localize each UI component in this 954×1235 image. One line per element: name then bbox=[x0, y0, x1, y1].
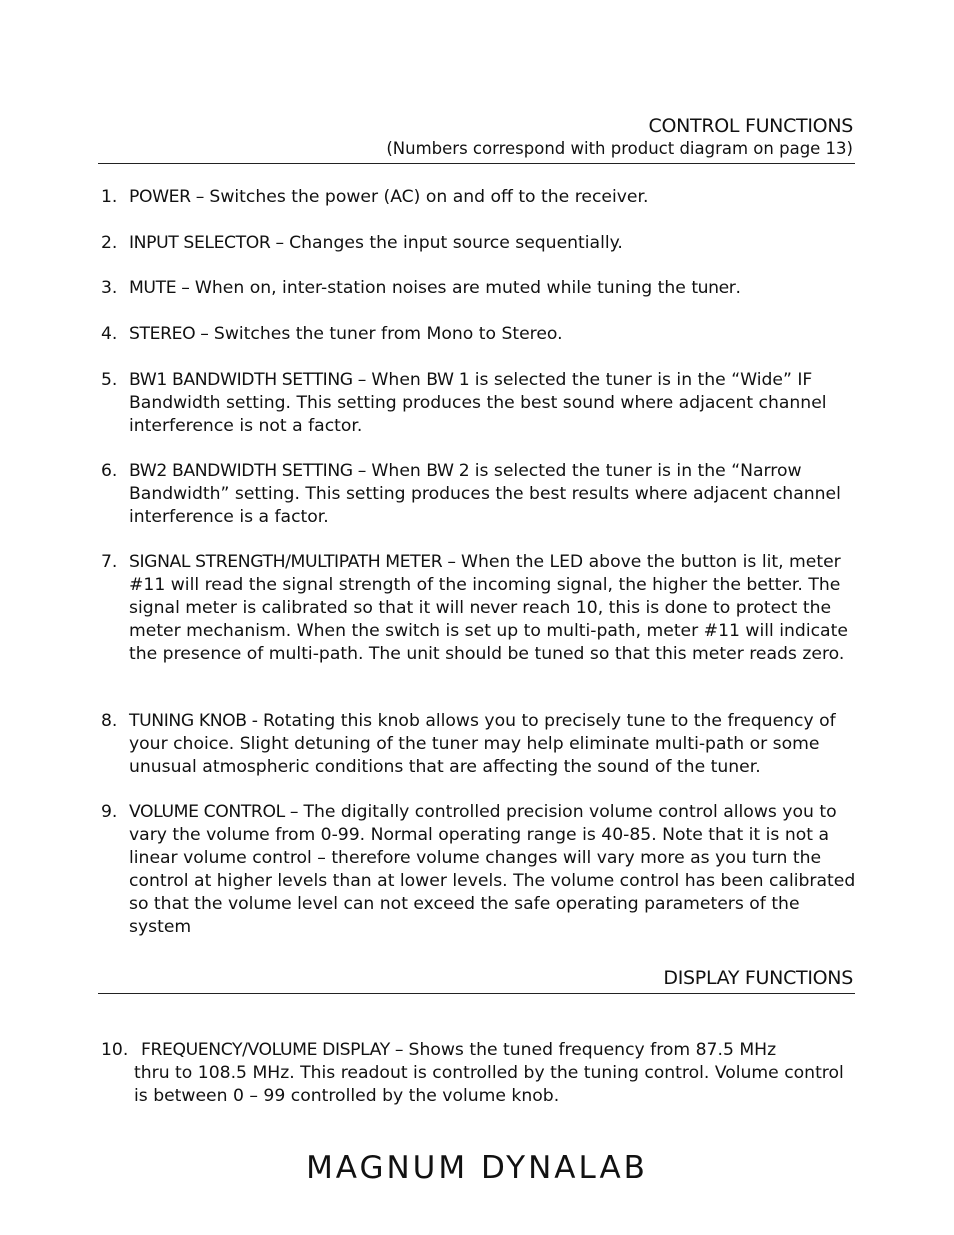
list-item-7 bbox=[101, 551, 861, 666]
item-number: 8. bbox=[101, 711, 118, 731]
list-item-3 bbox=[101, 277, 861, 300]
item-term: VOLUME CONTROL – bbox=[129, 802, 299, 822]
item-emphasis: BW 2 bbox=[426, 461, 470, 481]
item-term: SIGNAL STRENGTH/MULTIPATH METER – bbox=[129, 552, 456, 572]
display-functions-title: DISPLAY FUNCTIONS bbox=[663, 967, 853, 989]
display-functions-header bbox=[663, 966, 853, 990]
control-functions-title: CONTROL FUNCTIONS bbox=[648, 115, 853, 137]
item-term: POWER – bbox=[129, 187, 204, 207]
item-text: Shows the tuned frequency from 87.5 MHz bbox=[403, 1040, 777, 1060]
item-number: 2. bbox=[101, 233, 118, 253]
control-functions-divider bbox=[98, 163, 855, 164]
list-item-4 bbox=[101, 323, 861, 346]
item-text-continued: . bbox=[735, 278, 741, 298]
list-item-2 bbox=[101, 232, 861, 255]
item-number: 10. bbox=[101, 1040, 129, 1060]
item-term: BW1 BANDWIDTH SETTING – bbox=[129, 370, 366, 390]
item-text: Changes the input source sequentially. bbox=[283, 233, 623, 253]
control-functions-header bbox=[386, 114, 853, 160]
item-text: When the LED above the button is lit, meter #11 will read the signal strength of the incoming signal, the higher the better. The signal meter is calibrated so that it will bbox=[129, 552, 841, 618]
item-number: 9. bbox=[101, 802, 118, 822]
item-number: 3. bbox=[101, 278, 118, 298]
list-item-8 bbox=[101, 710, 861, 779]
list-item-5 bbox=[101, 369, 861, 438]
item-emphasis: tuner bbox=[691, 278, 736, 298]
list-item-9 bbox=[101, 801, 861, 939]
item-text-continued: is selected the tuner is in the “Narrow Bandwidth” setting. This setting produces the best results where adjacent channel interference is a factor. bbox=[129, 461, 841, 527]
item-emphasis: never bbox=[469, 598, 517, 618]
item-number: 1. bbox=[101, 187, 118, 207]
item-term: FREQUENCY/VOLUME DISPLAY – bbox=[141, 1040, 404, 1060]
item-number: 4. bbox=[101, 324, 118, 344]
item-text: When on, inter-station noises are muted while tuning the bbox=[189, 278, 692, 298]
item-number: 7. bbox=[101, 552, 118, 572]
item-number: 5. bbox=[101, 370, 118, 390]
item-text: Rotating this knob allows you to precisely tune to the frequency of your choice. Slight detuning of the tuner may help eliminate multi-path or some unusual atmospheric conditions that are affecting the sound of the tuner. bbox=[129, 711, 836, 777]
list-item-1 bbox=[101, 186, 861, 209]
item-text: Switches the power (AC) on and off to the receiver. bbox=[203, 187, 649, 207]
display-functions-divider bbox=[98, 993, 855, 994]
list-item-10 bbox=[101, 1039, 861, 1108]
item-term: BW2 BANDWIDTH SETTING – bbox=[129, 461, 366, 481]
brand-logo: MAGNUM DYNALAB bbox=[306, 1150, 648, 1186]
item-term: MUTE – bbox=[129, 278, 190, 298]
item-text: Switches the tuner from Mono to Stereo. bbox=[208, 324, 563, 344]
item-text: When bbox=[365, 461, 427, 481]
item-text-continued: thru to 108.5 MHz. This readout is controlled by the tuning control. Volume control is between 0 – 99 controlled by the volume knob. bbox=[134, 1063, 844, 1106]
item-text-continued: is selected the tuner is in the “Wide” IF Bandwidth setting. This setting produces the best sound where adjacent channel interference is not a factor. bbox=[129, 370, 827, 436]
item-text: When bbox=[365, 370, 427, 390]
item-text: The digitally controlled precision volume control allows you to vary the volume from 0-99. Normal operating range is 40-85. Note that it is not a linear volume control – therefore volume changes will vary more as you turn the control at higher levels than at lower levels. The volume control has been calibrated so that the volume level can not exceed the safe operating parameters of the system bbox=[129, 802, 856, 937]
list-item-6 bbox=[101, 460, 861, 529]
item-text-continued: reach 10, this is done to protect the meter mechanism. When the switch is set up to multi-path, meter #11 will indicate the presence of multi-path. The unit should be tuned so that this meter reads zero. bbox=[129, 598, 848, 664]
item-term: TUNING KNOB - bbox=[129, 711, 258, 731]
item-number: 6. bbox=[101, 461, 118, 481]
control-functions-subtitle: (Numbers correspond with product diagram on page 13) bbox=[386, 139, 853, 158]
item-term: INPUT SELECTOR – bbox=[129, 233, 284, 253]
item-emphasis: BW 1 bbox=[426, 370, 470, 390]
item-term: STEREO – bbox=[129, 324, 209, 344]
